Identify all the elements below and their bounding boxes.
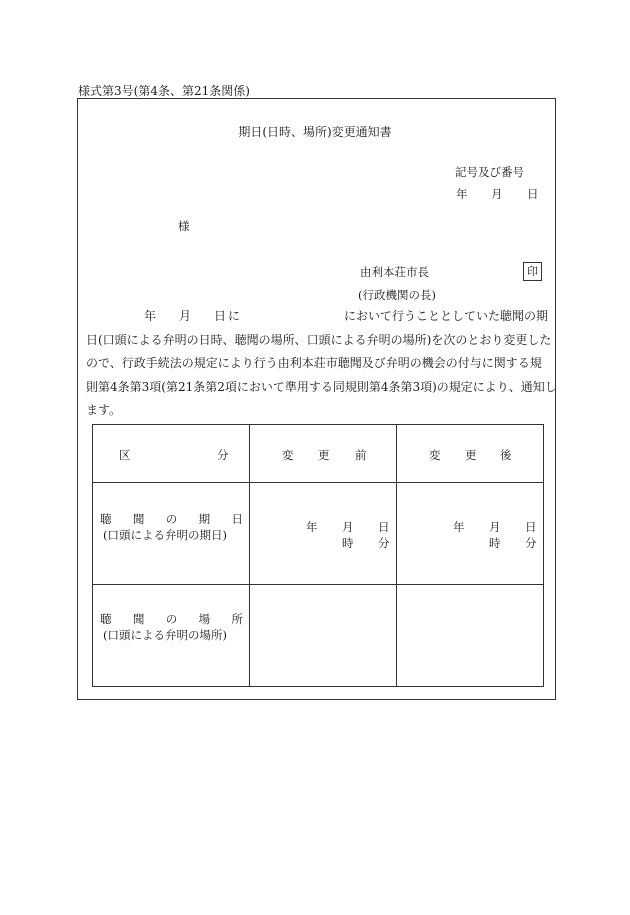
reference-number [455,164,539,180]
header-before-change: 変 更 前 [250,425,397,483]
sub-label-oral-explanation-date: (口頭による弁明の期日) [103,528,227,542]
body-line-3: ので、行政手続法の規定により行う由利本荘市聴聞及び弁明の機会の付与に関する規 [86,356,542,371]
document-title: 期日(日時、場所)変更通知書 [238,125,392,139]
form-number-label: 様式第3号(第4条、第21条関係) [78,84,250,98]
body-line-1-text: において行うこととしていた聴聞の期 [344,309,549,323]
sub-label-oral-explanation-place: (口頭による弁明の場所) [103,628,227,642]
body-date-day: 日 [214,309,227,323]
cell-before-date: 年 月 日 時 分 [250,483,397,585]
table-header-row [93,425,544,483]
cell-after-date: 年 月 日 時 分 [397,483,544,585]
sender-title: 由利本荘市長 [360,265,429,279]
cell-before-place [250,585,397,687]
table-row-hearing-date [93,483,544,585]
issue-date-day: 日 [527,187,539,201]
table-row-hearing-place [93,585,544,687]
header-category: 区 分 [93,425,250,483]
notice-body [86,305,557,423]
body-line-1 [86,305,551,329]
seal-mark: 印 [523,262,542,281]
body-date-particle: に [228,309,241,323]
label-hearing-place: 聴 聞 の 場 所 (口頭による弁明の場所) [93,585,250,687]
issue-date-month: 月 [491,187,503,201]
header-after-change: 変 更 後 [397,425,544,483]
body-date-month: 月 [179,309,192,323]
sender-agency-note: (行政機関の長) [358,288,436,302]
issue-date-year: 年 [456,187,468,201]
reference-number-label: 記号及び番号 [455,165,524,179]
body-date-year: 年 [144,309,157,323]
recipient-honorific: 様 [178,219,190,233]
body-line-4: 則第4条第3項(第21条第2項において準用する同規則第4条第3項)の規定により、通知し [86,379,557,394]
body-line-5: ます。 [86,403,122,418]
cell-after-place [397,585,544,687]
change-table [92,424,544,687]
body-line-2: 日(口頭による弁明の日時、聴聞の場所、口頭による弁明の場所)を次のとおり変更した [86,332,552,347]
label-hearing-date: 聴 聞 の 期 日 (口頭による弁明の期日) [93,483,250,585]
